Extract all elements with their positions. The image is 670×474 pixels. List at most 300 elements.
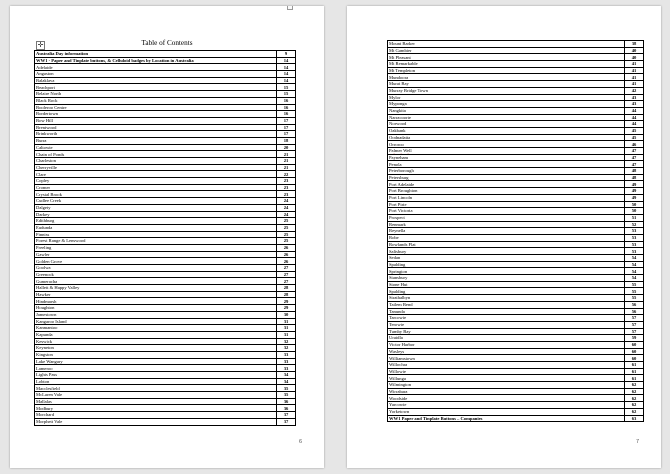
toc-entry-text: Mundoora xyxy=(389,74,409,80)
toc-row[interactable] xyxy=(388,154,644,161)
toc-entry-page: 51 xyxy=(625,214,644,221)
toc-row[interactable] xyxy=(388,47,644,54)
toc-row[interactable] xyxy=(35,358,296,365)
toc-entry-title xyxy=(388,194,625,201)
toc-row[interactable] xyxy=(388,375,644,382)
toc-row[interactable] xyxy=(35,84,296,91)
page-number: 7 xyxy=(635,439,639,445)
toc-entry-page: 57 xyxy=(625,321,644,328)
toc-entry-page: 61 xyxy=(625,368,644,375)
toc-row[interactable] xyxy=(388,94,644,101)
toc-entry-title xyxy=(388,141,625,148)
toc-row[interactable] xyxy=(35,405,296,412)
toc-entry-title xyxy=(388,168,625,175)
toc-row[interactable] xyxy=(35,57,296,64)
toc-row[interactable] xyxy=(35,137,296,144)
toc-entry-title xyxy=(388,201,625,208)
toc-entry-title xyxy=(388,174,625,181)
toc-entry-title xyxy=(388,228,625,235)
toc-entry-page: 38 xyxy=(625,41,644,48)
toc-entry-page: 61 xyxy=(625,362,644,369)
toc-entry-text: Mount Barker xyxy=(389,41,415,47)
toc-entry-page: 62 xyxy=(625,388,644,395)
toc-row[interactable] xyxy=(35,325,296,332)
toc-row[interactable] xyxy=(35,97,296,104)
toc-entry-text: Kapunda xyxy=(36,332,53,338)
toc-entry-title xyxy=(35,325,277,332)
toc-row[interactable] xyxy=(388,261,644,268)
toc-entry-title xyxy=(35,278,277,285)
toc-row[interactable] xyxy=(388,208,644,215)
toc-entry-text: Penola xyxy=(389,161,402,167)
toc-row[interactable] xyxy=(388,335,644,342)
toc-entry-text: Murat Bay xyxy=(389,81,409,87)
toc-row[interactable] xyxy=(35,77,296,84)
toc-row[interactable] xyxy=(35,91,296,98)
toc-entry-title xyxy=(388,221,625,228)
toc-entry-page: 52 xyxy=(625,221,644,228)
toc-entry-page: 23 xyxy=(277,178,296,185)
toc-row[interactable] xyxy=(388,348,644,355)
toc-entry-text: Goolwa xyxy=(36,265,51,271)
toc-entry-title xyxy=(388,181,625,188)
page-top-marker xyxy=(287,6,293,10)
toc-entry-text: Greenock xyxy=(36,271,54,277)
toc-entry-text: Charleston xyxy=(36,158,56,164)
toc-entry-text: Copley xyxy=(36,178,50,184)
toc-row[interactable] xyxy=(35,144,296,151)
toc-entry-text: Cromer xyxy=(36,184,51,190)
toc-row[interactable] xyxy=(35,372,296,379)
toc-row[interactable] xyxy=(35,104,296,111)
toc-row[interactable] xyxy=(35,164,296,171)
document-page-left xyxy=(10,6,324,468)
toc-entry-text: Terowie xyxy=(389,322,404,328)
toc-entry-text: Tanunda xyxy=(389,308,405,314)
toc-entry-title xyxy=(35,238,277,245)
toc-entry-title xyxy=(388,234,625,241)
toc-row[interactable] xyxy=(35,244,296,251)
toc-entry-title xyxy=(388,208,625,215)
toc-row[interactable] xyxy=(388,234,644,241)
toc-row[interactable] xyxy=(35,378,296,385)
toc-entry-page: 40 xyxy=(625,54,644,61)
toc-entry-page: 55 xyxy=(625,288,644,295)
toc-entry-page: 23 xyxy=(277,191,296,198)
toc-row[interactable] xyxy=(388,121,644,128)
toc-row[interactable] xyxy=(388,368,644,375)
toc-entry-title xyxy=(388,47,625,54)
toc-entry-text: Oakbank xyxy=(389,128,406,134)
toc-row[interactable] xyxy=(35,191,296,198)
toc-entry-page: 15 xyxy=(277,91,296,98)
toc-entry-text: Balaklava xyxy=(36,77,55,83)
toc-entry-page: 62 xyxy=(625,402,644,409)
toc-entry-text: Hawker xyxy=(36,291,51,297)
toc-entry-text: Jamestown xyxy=(36,312,57,318)
toc-entry-title xyxy=(388,214,625,221)
toc-row[interactable] xyxy=(388,382,644,389)
toc-row[interactable] xyxy=(35,71,296,78)
toc-entry-page: 33 xyxy=(277,365,296,372)
toc-entry-title xyxy=(35,365,277,372)
toc-row[interactable] xyxy=(388,107,644,114)
toc-entry-page: 45 xyxy=(625,127,644,134)
toc-entry-title xyxy=(35,184,277,191)
toc-entry-page: 50 xyxy=(625,208,644,215)
toc-row[interactable] xyxy=(388,295,644,302)
toc-entry-title xyxy=(388,295,625,302)
toc-row[interactable] xyxy=(35,398,296,405)
toc-entry-page: 33 xyxy=(277,351,296,358)
toc-row[interactable] xyxy=(35,412,296,419)
toc-entry-title xyxy=(35,385,277,392)
toc-entry-title xyxy=(388,81,625,88)
toc-entry-page: 41 xyxy=(625,67,644,74)
toc-row[interactable] xyxy=(35,265,296,272)
document-page-right xyxy=(347,6,661,468)
toc-entry-page: 48 xyxy=(625,168,644,175)
toc-entry-text: Crystal Brook xyxy=(36,191,62,197)
toc-entry-text: Yorketown xyxy=(389,409,410,415)
toc-row[interactable] xyxy=(388,168,644,175)
toc-row[interactable] xyxy=(388,308,644,315)
toc-entry-title xyxy=(388,87,625,94)
toc-entry-text: Port Adelaide xyxy=(389,181,415,187)
toc-entry-page: 36 xyxy=(277,405,296,412)
toc-entry-text: Murray Bridge Town xyxy=(389,88,428,94)
toc-row[interactable] xyxy=(388,321,644,328)
toc-entry-title xyxy=(388,315,625,322)
toc-row[interactable] xyxy=(388,288,644,295)
toc-entry-page: 62 xyxy=(625,382,644,389)
toc-entry-page: 34 xyxy=(277,372,296,379)
toc-row[interactable] xyxy=(388,362,644,369)
toc-row[interactable] xyxy=(388,194,644,201)
toc-entry-title xyxy=(35,244,277,251)
toc-row[interactable] xyxy=(388,201,644,208)
toc-entry-text: Reynella xyxy=(389,228,406,234)
toc-row[interactable] xyxy=(388,388,644,395)
toc-title: Table of Contents xyxy=(141,39,193,47)
toc-entry-title xyxy=(388,402,625,409)
toc-row[interactable] xyxy=(35,198,296,205)
toc-entry-page: 56 xyxy=(625,301,644,308)
toc-row[interactable] xyxy=(35,218,296,225)
toc-entry-title xyxy=(388,127,625,134)
toc-entry-page: 44 xyxy=(625,121,644,128)
toc-entry-page: 25 xyxy=(277,231,296,238)
toc-row[interactable] xyxy=(35,224,296,231)
toc-entry-page: 47 xyxy=(625,148,644,155)
toc-entry-page: 33 xyxy=(277,358,296,365)
toc-entry-text: Modbury xyxy=(36,405,54,411)
toc-entry-title xyxy=(388,341,625,348)
toc-row[interactable] xyxy=(35,231,296,238)
toc-entry-page: 50 xyxy=(625,201,644,208)
toc-entry-page: 31 xyxy=(277,318,296,325)
toc-entry-page: 53 xyxy=(625,228,644,235)
toc-row[interactable] xyxy=(388,67,644,74)
toc-row[interactable] xyxy=(35,238,296,245)
toc-entry-page: 17 xyxy=(277,131,296,138)
toc-entry-page: 34 xyxy=(277,378,296,385)
toc-row[interactable] xyxy=(35,318,296,325)
toc-entry-text: Lights Pass xyxy=(36,372,58,378)
toc-row[interactable] xyxy=(35,338,296,345)
toc-entry-page: 26 xyxy=(277,251,296,258)
toc-entry-page: 14 xyxy=(277,71,296,78)
toc-entry-text: Hallett & Happy Valley xyxy=(36,285,80,291)
toc-entry-page: 40 xyxy=(625,47,644,54)
toc-row[interactable] xyxy=(35,291,296,298)
toc-entry-page: 20 xyxy=(277,144,296,151)
toc-row[interactable] xyxy=(388,355,644,362)
toc-entry-page: 42 xyxy=(625,87,644,94)
toc-entry-text: Forest Range & Lenswood xyxy=(36,238,86,244)
toc-entry-title xyxy=(388,288,625,295)
toc-entry-text: Black Rock xyxy=(36,98,58,104)
toc-row[interactable] xyxy=(35,151,296,158)
toc-entry-title xyxy=(388,375,625,382)
toc-row[interactable] xyxy=(35,124,296,131)
toc-entry-page: 25 xyxy=(277,218,296,225)
toc-entry-title xyxy=(388,248,625,255)
toc-entry-title xyxy=(388,308,625,315)
toc-row[interactable] xyxy=(35,351,296,358)
toc-entry-text: Port Broughton xyxy=(389,188,418,194)
toc-entry-title xyxy=(35,198,277,205)
toc-entry-page: 29 xyxy=(277,298,296,305)
toc-row[interactable] xyxy=(35,111,296,118)
toc-entry-text: Cherryville xyxy=(36,164,57,170)
toc-row[interactable] xyxy=(388,81,644,88)
toc-row[interactable] xyxy=(35,278,296,285)
toc-row[interactable] xyxy=(388,281,644,288)
toc-row[interactable] xyxy=(35,178,296,185)
toc-entry-page: 24 xyxy=(277,198,296,205)
toc-entry-page: 26 xyxy=(277,258,296,265)
toc-entry-text: Mylor xyxy=(389,94,401,100)
toc-entry-text: Prospect xyxy=(389,215,405,221)
toc-row[interactable] xyxy=(388,402,644,409)
toc-entry-text: Cudlee Creek xyxy=(36,198,62,204)
toc-entry-text: Peterborough xyxy=(389,168,414,174)
toc-entry-title xyxy=(35,251,277,258)
toc-row[interactable] xyxy=(388,74,644,81)
toc-entry-title xyxy=(35,271,277,278)
toc-row[interactable] xyxy=(388,328,644,335)
toc-entry-title xyxy=(35,412,277,419)
toc-entry-text: Morphett Vale xyxy=(36,419,63,425)
toc-row[interactable] xyxy=(388,241,644,248)
toc-entry-title xyxy=(388,101,625,108)
toc-row[interactable] xyxy=(35,305,296,312)
toc-entry-title xyxy=(388,188,625,195)
toc-entry-title xyxy=(35,298,277,305)
toc-entry-text: Port Victoria xyxy=(389,208,413,214)
toc-entry-page: 17 xyxy=(277,117,296,124)
toc-entry-title xyxy=(388,134,625,141)
toc-row[interactable] xyxy=(35,64,296,71)
toc-entry-page: 55 xyxy=(625,281,644,288)
toc-entry-text: Golden Grove xyxy=(36,258,63,264)
toc-entry-page: 49 xyxy=(625,181,644,188)
toc-entry-text: Willowie xyxy=(389,368,406,374)
toc-entry-page: 57 xyxy=(625,328,644,335)
toc-row[interactable] xyxy=(35,251,296,258)
toc-row[interactable] xyxy=(388,114,644,121)
toc-row[interactable] xyxy=(388,41,644,48)
toc-row[interactable] xyxy=(35,171,296,178)
toc-entry-title xyxy=(35,71,277,78)
toc-row[interactable] xyxy=(388,214,644,221)
toc-entry-title xyxy=(35,265,277,272)
toc-row[interactable] xyxy=(388,228,644,235)
toc-row[interactable] xyxy=(35,211,296,218)
toc-row[interactable] xyxy=(35,158,296,165)
toc-entry-page: 49 xyxy=(625,194,644,201)
toc-row[interactable] xyxy=(388,221,644,228)
toc-entry-text: WW1 Paper and Tinplate Buttons – Companies xyxy=(389,415,483,421)
toc-row[interactable] xyxy=(388,181,644,188)
toc-entry-text: Brentwood xyxy=(36,124,57,130)
toc-entry-title xyxy=(388,107,625,114)
toc-row[interactable] xyxy=(388,255,644,262)
toc-row[interactable] xyxy=(388,268,644,275)
toc-entry-text: Kingston xyxy=(36,352,53,358)
toc-entry-page: 14 xyxy=(277,57,296,64)
toc-row[interactable] xyxy=(388,188,644,195)
toc-row[interactable] xyxy=(388,148,644,155)
toc-entry-title xyxy=(35,224,277,231)
toc-row[interactable] xyxy=(388,174,644,181)
toc-row[interactable] xyxy=(35,385,296,392)
toc-entry-title xyxy=(35,418,277,425)
toc-entry-title xyxy=(388,261,625,268)
toc-row[interactable] xyxy=(388,101,644,108)
toc-row[interactable] xyxy=(35,418,296,425)
toc-entry-page: 16 xyxy=(277,111,296,118)
toc-row[interactable] xyxy=(388,415,644,422)
toc-row[interactable] xyxy=(388,395,644,402)
toc-entry-title xyxy=(388,121,625,128)
toc-entry-title xyxy=(35,178,277,185)
toc-entry-page: 62 xyxy=(625,395,644,402)
toc-row[interactable] xyxy=(388,341,644,348)
toc-row[interactable] xyxy=(35,204,296,211)
toc-entry-text: Stone Hut xyxy=(389,281,408,287)
toc-entry-title xyxy=(35,211,277,218)
toc-entry-page: 32 xyxy=(277,345,296,352)
toc-row[interactable] xyxy=(35,117,296,124)
toc-row[interactable] xyxy=(388,141,644,148)
toc-row[interactable] xyxy=(388,161,644,168)
toc-entry-text: Hindmarsh xyxy=(36,298,57,304)
toc-entry-text: Palmer Well xyxy=(389,148,412,154)
toc-entry-text: Gawler xyxy=(36,251,50,257)
toc-entry-text: Angaston xyxy=(36,71,54,77)
toc-entry-page: 41 xyxy=(625,74,644,81)
toc-entry-text: Tumby Bay xyxy=(389,328,411,334)
toc-row[interactable] xyxy=(35,51,296,58)
toc-entry-text: Wasleys xyxy=(389,348,405,354)
toc-row[interactable] xyxy=(388,248,644,255)
toc-row[interactable] xyxy=(388,301,644,308)
toc-entry-text: Willochra xyxy=(389,362,408,368)
toc-entry-page: 49 xyxy=(625,188,644,195)
toc-row[interactable] xyxy=(35,285,296,292)
toc-entry-page: 24 xyxy=(277,204,296,211)
toc-entry-page: 57 xyxy=(625,315,644,322)
toc-entry-page: 16 xyxy=(277,104,296,111)
toc-entry-title xyxy=(388,328,625,335)
toc-row[interactable] xyxy=(388,408,644,415)
move-cross-icon[interactable]: ✛ xyxy=(37,41,44,49)
toc-entry-title xyxy=(35,392,277,399)
toc-entry-text: Willunga xyxy=(389,375,406,381)
toc-entry-page: 55 xyxy=(625,295,644,302)
toc-entry-title xyxy=(35,124,277,131)
toc-row[interactable] xyxy=(35,345,296,352)
toc-entry-title xyxy=(35,351,277,358)
toc-row[interactable] xyxy=(388,315,644,322)
toc-row[interactable] xyxy=(35,258,296,265)
toc-entry-text: Uraidla xyxy=(389,335,403,341)
toc-entry-title xyxy=(35,311,277,318)
toc-entry-page: 25 xyxy=(277,224,296,231)
toc-row[interactable] xyxy=(388,54,644,61)
toc-entry-title xyxy=(388,94,625,101)
toc-row[interactable] xyxy=(388,134,644,141)
toc-entry-title xyxy=(388,382,625,389)
toc-row[interactable] xyxy=(388,61,644,68)
toc-row[interactable] xyxy=(388,127,644,134)
toc-entry-page: 29 xyxy=(277,305,296,312)
toc-entry-title xyxy=(35,291,277,298)
toc-entry-text: McLaren Vale xyxy=(36,392,63,398)
toc-entry-text: Adelaide xyxy=(36,64,53,70)
toc-row[interactable] xyxy=(35,131,296,138)
toc-entry-title xyxy=(35,372,277,379)
toc-row[interactable] xyxy=(35,271,296,278)
toc-row[interactable] xyxy=(35,184,296,191)
toc-entry-page: 30 xyxy=(277,311,296,318)
toc-row[interactable] xyxy=(35,331,296,338)
toc-row[interactable] xyxy=(35,298,296,305)
toc-row[interactable] xyxy=(35,392,296,399)
toc-entry-page: 37 xyxy=(277,418,296,425)
toc-entry-page: 23 xyxy=(277,184,296,191)
toc-entry-title xyxy=(388,54,625,61)
toc-entry-text: Mt Remarkable xyxy=(389,61,418,67)
toc-entry-title xyxy=(388,415,625,422)
toc-entry-page: 9 xyxy=(277,51,296,58)
toc-row[interactable] xyxy=(388,87,644,94)
toc-row[interactable] xyxy=(35,365,296,372)
toc-row[interactable] xyxy=(388,275,644,282)
toc-entry-text: Keswick xyxy=(36,338,53,344)
toc-entry-text: Norwood xyxy=(389,121,407,127)
toc-entry-page: 15 xyxy=(277,84,296,91)
toc-row[interactable] xyxy=(35,311,296,318)
toc-entry-text: Keyneton xyxy=(36,345,54,351)
toc-entry-title xyxy=(388,355,625,362)
toc-entry-title xyxy=(388,362,625,369)
toc-entry-title xyxy=(388,161,625,168)
toc-entry-text: Edithburg xyxy=(36,218,55,224)
toc-entry-text: Australia Day information xyxy=(36,51,89,57)
